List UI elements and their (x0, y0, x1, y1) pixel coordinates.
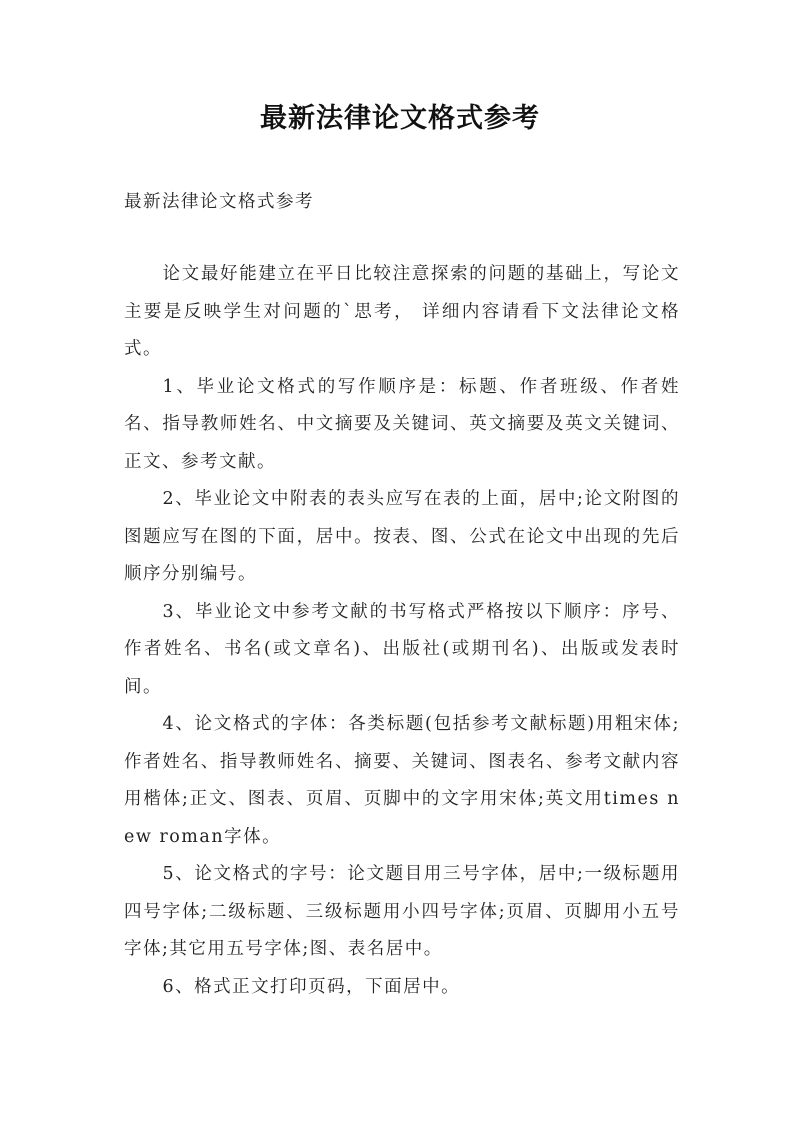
rule-paragraph-6: 6、格式正文打印页码，下面居中。 (162, 976, 461, 997)
rule-paragraph-2: 2、毕业论文中附表的表头应写在表的上面，居中;论文附图的图题应写在图的下面，居中。按表、图、公式在论文中出现的先后顺序分别编号。 (124, 489, 680, 584)
document-title: 最新法律论文格式参考 (260, 103, 540, 134)
document-subtitle: 最新法律论文格式参考 (124, 192, 314, 212)
rule-paragraph-3: 3、毕业论文中参考文献的书写格式严格按以下顺序：序号、作者姓名、书名(或文章名)、出版社(或期刊名)、出版或发表时间。 (124, 601, 680, 697)
rule-paragraph-1: 1、毕业论文格式的写作顺序是：标题、作者班级、作者姓名、指导教师姓名、中文摘要及关键词、英文摘要及英文关键词、正文、参考文献。 (124, 376, 680, 472)
document-body (124, 256, 680, 1006)
rule-paragraph-5: 5、论文格式的字号：论文题目用三号字体，居中;一级标题用四号字体;二级标题、三级标题用小四号字体;页眉、页脚用小五号字体;其它用五号字体;图、表名居中。 (124, 864, 680, 959)
rule-paragraph-4: 4、论文格式的字体：各类标题(包括参考文献标题)用粗宋体;作者姓名、指导教师姓名、摘要、关键词、图表名、参考文献内容用楷体;正文、图表、页眉、页脚中的文字用宋体;英文用times new roman字体。 (124, 714, 680, 847)
intro-paragraph: 论文最好能建立在平日比较注意探索的问题的基础上，写论文主要是反映学生对问题的`思考， 详细内容请看下文法律论文格式。 (124, 264, 680, 359)
